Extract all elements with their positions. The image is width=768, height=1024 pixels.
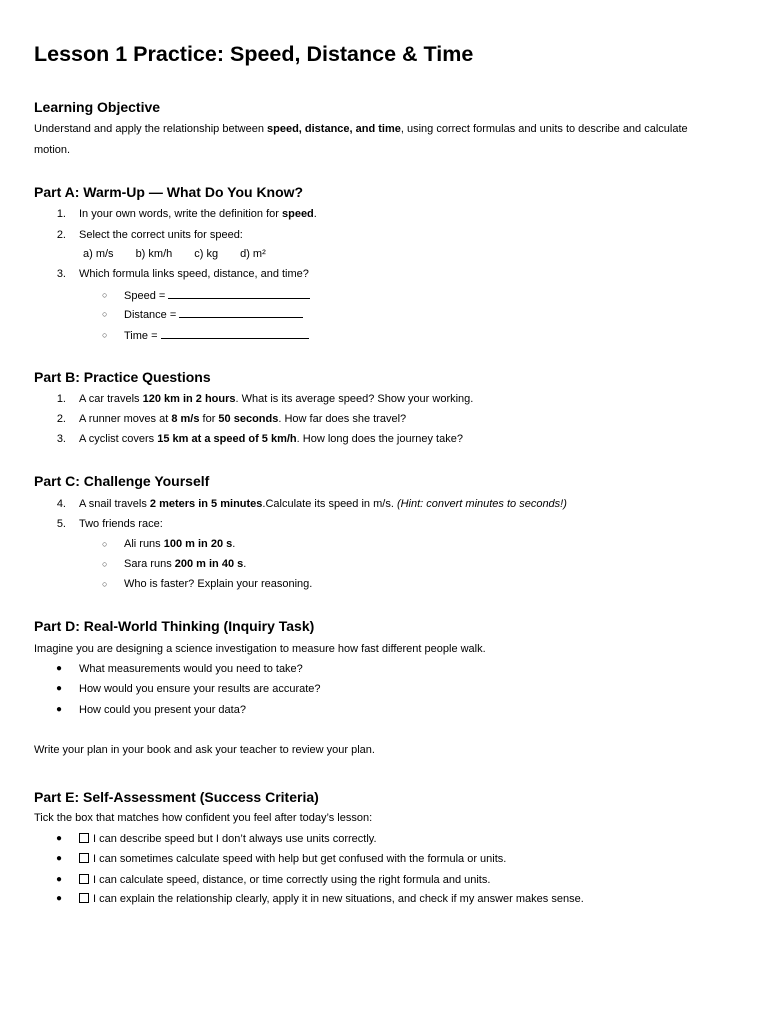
circle-bullet: ○ <box>102 539 108 549</box>
circle-bullet: ○ <box>102 559 108 569</box>
list-number: 1. <box>56 393 66 405</box>
q-bold: 50 seconds <box>218 413 279 425</box>
q-text: A car travels <box>79 393 143 405</box>
part-d-bullet-1: What measurements would you need to take? <box>79 663 303 675</box>
part-a-question-2: Select the correct units for speed: <box>79 229 243 241</box>
criteria-text: I can sometimes calculate speed with help but get confused with the formula or units. <box>93 853 507 865</box>
option-b: b) km/h <box>135 248 173 260</box>
part-d-intro: Imagine you are designing a science investigation to measure how fast different people walk. <box>34 643 486 655</box>
race-question: Who is faster? Explain your reasoning. <box>124 578 313 590</box>
tick-box[interactable] <box>79 874 89 884</box>
part-e-intro: Tick the box that matches how confident you feel after today’s lesson: <box>34 812 373 824</box>
objective-text-bold: speed, distance, and time <box>267 123 401 135</box>
q-text: . <box>313 208 317 220</box>
disc-bullet: ● <box>56 874 63 885</box>
answer-blank <box>168 288 310 299</box>
part-b-question-2 <box>79 412 406 426</box>
q-text: Sara runs <box>124 558 175 570</box>
list-number: 3. <box>56 268 66 280</box>
part-a-question-3: Which formula links speed, distance, and time? <box>79 268 309 280</box>
tick-box[interactable] <box>79 833 89 843</box>
list-number: 4. <box>56 498 66 510</box>
answer-blank <box>161 328 309 339</box>
formula-speed <box>124 288 310 303</box>
tick-box[interactable] <box>79 893 89 903</box>
formula-distance <box>124 307 303 322</box>
q-text: A cyclist covers <box>79 433 158 445</box>
disc-bullet: ● <box>56 663 63 674</box>
formula-time <box>124 328 309 343</box>
q-bold: 200 m in 40 s <box>174 558 244 570</box>
criteria-text: I can calculate speed, distance, or time correctly using the right formula and units. <box>93 874 491 886</box>
circle-bullet: ○ <box>102 579 108 589</box>
option-c: c) kg <box>194 248 219 260</box>
objective-text-a: Understand and apply the relationship between <box>34 123 267 135</box>
part-d-bullet-2: How would you ensure your results are accurate? <box>79 683 321 695</box>
part-d-bullet-3: How could you present your data? <box>79 704 246 716</box>
self-assessment-item-2 <box>79 852 506 866</box>
part-a-heading: Part A: Warm-Up — What Do You Know? <box>34 184 304 200</box>
q-text: . What is its average speed? Show your working. <box>235 393 474 405</box>
q-text: . <box>243 558 247 570</box>
page-title: Lesson 1 Practice: Speed, Distance & Time <box>34 42 474 66</box>
part-b-heading: Part B: Practice Questions <box>34 369 211 385</box>
part-c-question-5: Two friends race: <box>79 518 163 530</box>
part-c-heading: Part C: Challenge Yourself <box>34 473 210 489</box>
q-text: A snail travels <box>79 498 150 510</box>
part-d-closing: Write your plan in your book and ask your teacher to review your plan. <box>34 744 375 756</box>
list-number: 5. <box>56 518 66 530</box>
part-b-question-1 <box>79 392 473 406</box>
circle-bullet: ○ <box>102 330 108 340</box>
q-bold: 15 km at a speed of 5 km/h <box>157 433 297 445</box>
part-a-question-1 <box>79 207 317 221</box>
race-sara <box>124 557 246 571</box>
q-text: A runner moves at <box>79 413 172 425</box>
objective-line-2: motion. <box>34 144 71 156</box>
q-text: .Calculate its speed in m/s. <box>262 498 397 510</box>
criteria-text: I can describe speed but I don’t always use units correctly. <box>93 833 377 845</box>
formula-label: Distance = <box>124 309 177 321</box>
part-e-heading: Part E: Self-Assessment (Success Criteria) <box>34 789 319 805</box>
q-text: Ali runs <box>124 538 164 550</box>
disc-bullet: ● <box>56 893 63 904</box>
unit-options <box>83 247 288 261</box>
list-number: 2. <box>56 229 66 241</box>
part-c-question-4 <box>79 497 567 511</box>
disc-bullet: ● <box>56 833 63 844</box>
option-d: d) m² <box>240 248 266 260</box>
self-assessment-item-3 <box>79 873 490 887</box>
q-text: . How far does she travel? <box>278 413 407 425</box>
disc-bullet: ● <box>56 683 63 694</box>
q-bold: 2 meters in 5 minutes <box>149 498 263 510</box>
circle-bullet: ○ <box>102 290 108 300</box>
objective-heading: Learning Objective <box>34 99 161 115</box>
option-a: a) m/s <box>83 248 114 260</box>
formula-label: Speed = <box>124 290 166 302</box>
criteria-text: I can explain the relationship clearly, apply it in new situations, and check if my answer makes sense. <box>93 893 584 905</box>
q-bold: 100 m in 20 s <box>163 538 233 550</box>
objective-line-1 <box>34 122 688 136</box>
q-text: for <box>199 413 219 425</box>
part-d-heading: Part D: Real-World Thinking (Inquiry Task) <box>34 618 315 634</box>
list-number: 3. <box>56 433 66 445</box>
self-assessment-item-4 <box>79 892 584 906</box>
hint-text: (Hint: convert minutes to seconds!) <box>396 498 567 510</box>
disc-bullet: ● <box>56 853 63 864</box>
q-text: . How long does the journey take? <box>296 433 463 445</box>
tick-box[interactable] <box>79 853 89 863</box>
formula-label: Time = <box>124 330 158 342</box>
list-number: 1. <box>56 208 66 220</box>
objective-text-c: , using correct formulas and units to describe and calculate <box>400 123 688 135</box>
q-bold: speed <box>281 208 314 220</box>
circle-bullet: ○ <box>102 309 108 319</box>
disc-bullet: ● <box>56 704 63 715</box>
answer-blank <box>179 307 303 318</box>
race-ali <box>124 537 235 551</box>
self-assessment-item-1 <box>79 832 377 846</box>
q-bold: 8 m/s <box>171 413 200 425</box>
q-text: In your own words, write the definition for <box>79 208 282 220</box>
list-number: 2. <box>56 413 66 425</box>
q-bold: 120 km in 2 hours <box>142 393 236 405</box>
q-text: . <box>232 538 236 550</box>
part-b-question-3 <box>79 432 463 446</box>
